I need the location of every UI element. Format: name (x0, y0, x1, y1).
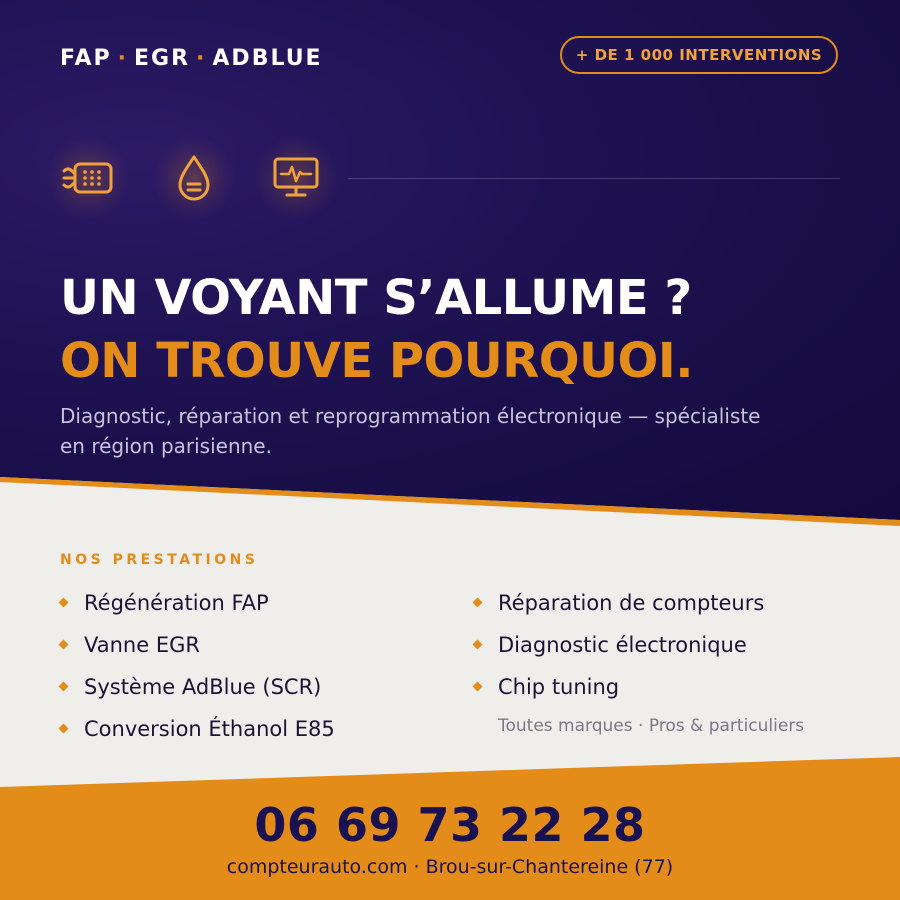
service-label: Régénération FAP (84, 591, 269, 615)
service-item (60, 630, 335, 672)
tag-adblue: ADBLUE (212, 46, 323, 71)
hero-subtitle: Diagnostic, réparation et reprogrammation électronique — spécialiste en région parisienne. (60, 404, 761, 458)
service-label: Chip tuning (498, 675, 620, 699)
bullet-icon (59, 682, 69, 692)
services-list-right (474, 588, 764, 714)
headline-question: UN VOYANT S’ALLUME ? (60, 270, 692, 326)
service-item (60, 714, 335, 756)
service-label: Diagnostic électronique (498, 633, 747, 657)
bullet-icon (473, 598, 483, 608)
bullet-icon (473, 682, 483, 692)
service-item (60, 588, 335, 630)
service-item (474, 630, 764, 672)
bullet-icon (473, 640, 483, 650)
service-label: Réparation de compteurs (498, 591, 765, 615)
service-label: Système AdBlue (SCR) (84, 675, 322, 699)
website-location[interactable]: compteurauto.com · Brou-sur-Chantereine (77) (226, 856, 674, 878)
service-item (474, 672, 764, 714)
bullet-icon (59, 598, 69, 608)
service-item (474, 588, 764, 630)
headline-answer: ON TROUVE POURQUOI. (60, 333, 693, 389)
services-label: NOS PRESTATIONS (60, 552, 259, 568)
services-note: Toutes marques · Pros & particuliers (498, 716, 805, 736)
service-label: Conversion Éthanol E85 (84, 717, 335, 741)
service-label: Vanne EGR (84, 633, 200, 657)
interventions-badge: + DE 1 000 INTERVENTIONS (560, 36, 838, 74)
particle-filter-icon (60, 150, 116, 206)
tag-separator: · (196, 46, 207, 71)
phone-number[interactable]: 06 69 73 22 28 (254, 798, 646, 852)
adblue-drop-icon (166, 150, 222, 206)
services-list-left (60, 588, 335, 756)
icon-divider (348, 178, 840, 179)
service-tagline (60, 46, 323, 71)
tag-egr: EGR (134, 46, 191, 71)
bullet-icon (59, 724, 69, 734)
tag-fap: FAP (60, 46, 112, 71)
bullet-icon (59, 640, 69, 650)
tag-separator: · (117, 46, 129, 71)
service-item (60, 672, 335, 714)
diagnostic-monitor-icon (268, 150, 324, 206)
